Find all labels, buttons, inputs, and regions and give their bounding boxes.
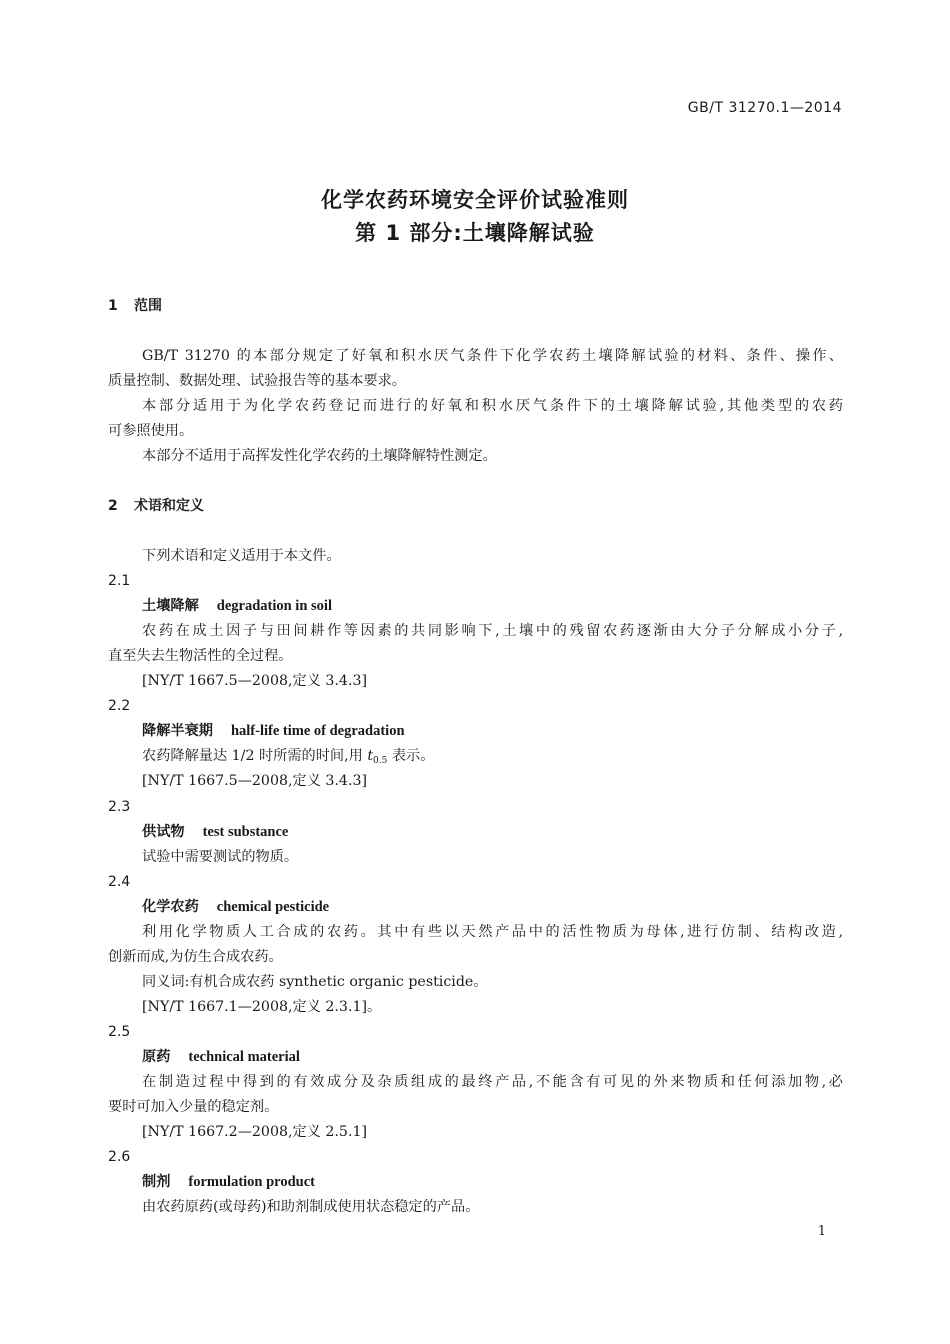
- term-entry: [142, 721, 843, 741]
- term-number: 2.5: [108, 1024, 131, 1040]
- paragraph-line: 质量控制、数据处理、试验报告等的基本要求。: [108, 373, 406, 389]
- term-chinese: 土壤降解: [142, 598, 199, 614]
- term-entry: [142, 1172, 843, 1192]
- term-english: test substance: [202, 824, 289, 840]
- section-heading-terms: [108, 496, 843, 516]
- term-number: 2.1: [108, 573, 131, 589]
- reference: [NY/T 1667.5—2008,定义 3.4.3]: [142, 673, 368, 689]
- definition-line: 创新而成,为仿生合成农药。: [108, 949, 283, 965]
- page-number: 1: [817, 1224, 826, 1239]
- paragraph-line: 本部分适用于为化学农药登记而进行的好氧和积水厌气条件下的土壤降解试验,其他类型的农药: [142, 398, 843, 414]
- reference: [NY/T 1667.1—2008,定义 2.3.1]。: [142, 999, 382, 1015]
- term-chinese: 化学农药: [142, 899, 199, 915]
- reference: [NY/T 1667.5—2008,定义 3.4.3]: [142, 773, 368, 789]
- term-number: 2.3: [108, 799, 131, 815]
- term-english: chemical pesticide: [216, 899, 330, 915]
- definition-line: 要时可加入少量的稳定剂。: [108, 1099, 279, 1115]
- synonym-line: 同义词:有机合成农药 synthetic organic pesticide。: [142, 974, 488, 990]
- term-chinese: 降解半衰期: [142, 723, 213, 739]
- section-number: 2: [108, 498, 118, 514]
- term-number: 2.6: [108, 1149, 131, 1165]
- term-number: 2.4: [108, 874, 131, 890]
- term-english: technical material: [188, 1049, 300, 1065]
- definition-line: 农药在成土因子与田间耕作等因素的共同影响下,土壤中的残留农药逐渐由大分子分解成小分子,: [142, 623, 843, 639]
- term-entry: [142, 897, 843, 917]
- term-entry: [142, 596, 843, 616]
- definition-line: [142, 746, 843, 771]
- definition-line: 利用化学物质人工合成的农药。其中有些以天然产品中的活性物质为母体,进行仿制、结构改造,: [142, 924, 843, 940]
- definition-line: 由农药原药(或母药)和助剂制成使用状态稳定的产品。: [142, 1199, 480, 1215]
- paragraph-line: 本部分不适用于高挥发性化学农药的土壤降解特性测定。: [142, 448, 497, 464]
- definition-text: 农药降解量达 1/2 时所需的时间,用: [142, 748, 368, 764]
- document-title: 化学农药环境安全评价试验准则: [321, 188, 629, 212]
- definition-line: 试验中需要测试的物质。: [142, 849, 299, 865]
- document-subtitle: 第 1 部分:土壤降解试验: [355, 221, 595, 245]
- definition-line: 直至失去生物活性的全过程。: [108, 648, 293, 664]
- symbol-subscript: 0.5: [373, 756, 388, 766]
- section-heading-scope: [108, 296, 843, 316]
- definition-text: 表示。: [387, 748, 435, 764]
- term-entry: [142, 822, 843, 842]
- term-chinese: 原药: [142, 1049, 171, 1065]
- standard-code: GB/T 31270.1—2014: [687, 100, 842, 116]
- term-number: 2.2: [108, 698, 131, 714]
- section-number: 1: [108, 298, 118, 314]
- section-title: 术语和定义: [134, 498, 204, 514]
- paragraph-line: GB/T 31270 的本部分规定了好氧和积水厌气条件下化学农药土壤降解试验的材料、条件、操作、: [142, 348, 843, 364]
- term-english: half-life time of degradation: [230, 723, 405, 739]
- reference: [NY/T 1667.2—2008,定义 2.5.1]: [142, 1124, 368, 1140]
- term-chinese: 供试物: [142, 824, 185, 840]
- term-english: formulation product: [188, 1174, 316, 1190]
- paragraph-line: 下列术语和定义适用于本文件。: [142, 548, 341, 564]
- term-english: degradation in soil: [216, 598, 332, 614]
- section-title: 范围: [134, 298, 162, 314]
- definition-line: 在制造过程中得到的有效成分及杂质组成的最终产品,不能含有可见的外来物质和任何添加物,必: [142, 1074, 843, 1090]
- term-entry: [142, 1047, 843, 1067]
- symbol-t: t: [367, 748, 374, 764]
- paragraph-line: 可参照使用。: [108, 423, 194, 439]
- term-chinese: 制剂: [142, 1174, 171, 1190]
